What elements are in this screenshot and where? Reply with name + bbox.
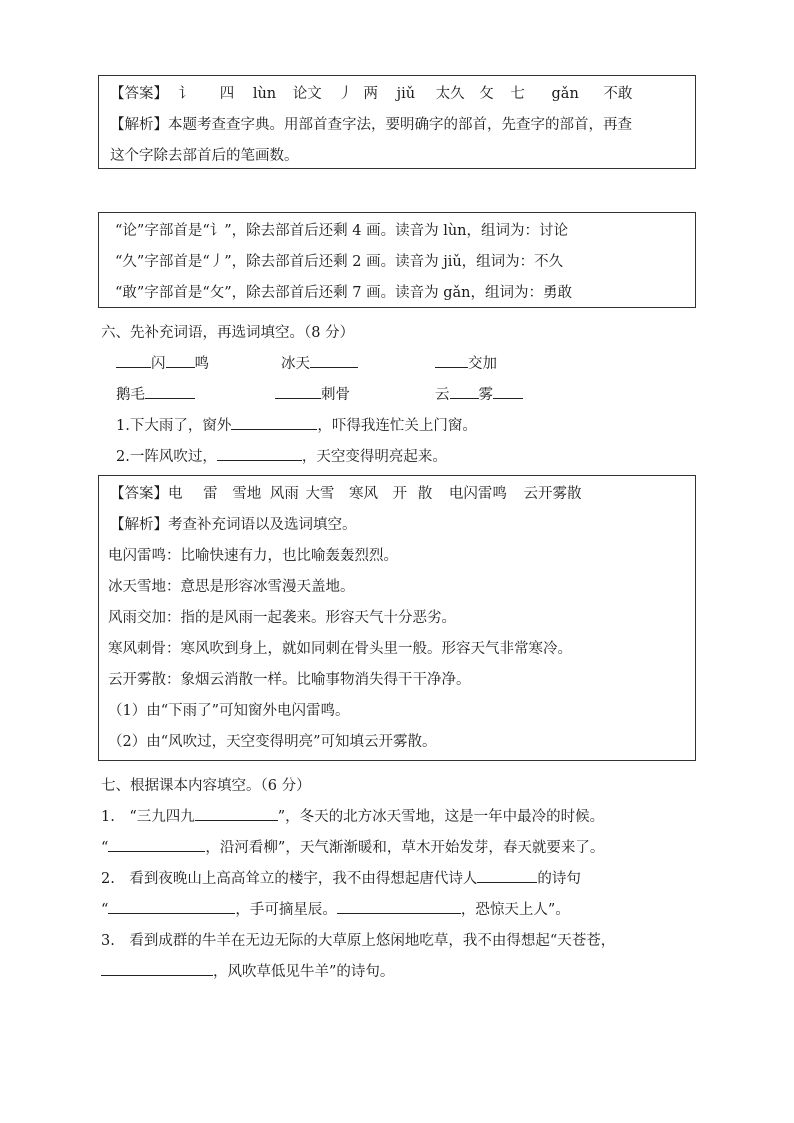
answer-line-dictionary: [110, 82, 632, 103]
word-part: 鹅毛: [116, 387, 145, 403]
question-text: “: [101, 840, 109, 856]
question-text: ”，冬天的北方冰天雪地，这是一年中最冷的时候。: [277, 809, 605, 825]
answer-item: jiǔ: [396, 86, 416, 102]
question-7-1-line-1: [101, 805, 604, 826]
blank[interactable]: [477, 868, 537, 883]
answer-item: 攵: [479, 86, 494, 102]
answer-item: 讠: [178, 86, 194, 102]
fill-word-2: [281, 352, 358, 373]
answer-item: 寒风: [349, 486, 379, 502]
question-text: ，风吹草低见牛羊”的诗句。: [213, 964, 395, 980]
blank[interactable]: [493, 384, 523, 399]
section-7-title: 七、根据课本内容填空。（6 分）: [101, 778, 311, 794]
blank[interactable]: [435, 353, 468, 368]
question-text: 1.下大雨了，窗外: [116, 418, 232, 434]
question-7-3-line-1: 3. 看到成群的牛羊在无边无际的大草原上悠闲地吃草，我不由得想起“天苍苍，: [101, 933, 616, 949]
question-text: 1. “三九四九: [101, 809, 195, 825]
answer-item: 散: [417, 486, 433, 502]
answer-item: 云开雾散: [523, 486, 582, 502]
question-text: ，恐惊天上人”。: [460, 902, 570, 918]
fill-word-3: [435, 352, 497, 373]
analysis-detail-line: 冰天雪地：意思是形容冰雪漫天盖地。: [108, 579, 355, 595]
blank[interactable]: [275, 384, 321, 399]
answer-label: 【答案】: [110, 486, 168, 502]
answer-item: 风雨: [269, 486, 299, 502]
blank[interactable]: [217, 446, 302, 461]
answer-item: 雪地: [232, 486, 262, 502]
blank[interactable]: [337, 899, 461, 914]
question-text: ，天空变得明亮起来。: [301, 449, 447, 465]
answer-item: lùn: [252, 86, 277, 102]
question-7-1-line-2: [101, 836, 604, 857]
word-part: 冰天: [281, 356, 310, 372]
fill-word-1: [116, 352, 209, 373]
blank[interactable]: [101, 961, 213, 976]
analysis-detail-line: 电闪雷鸣：比喻快速有力，也比喻轰轰烈烈。: [108, 548, 398, 564]
blank[interactable]: [116, 353, 151, 368]
analysis-text: 本题考查查字典。用部首查字法，要明确字的部首，先查字的部首，再查: [168, 117, 632, 133]
blank[interactable]: [108, 837, 205, 852]
analysis-label: 【解析】: [110, 117, 168, 133]
answer-label: 【答案】: [110, 86, 168, 102]
blank[interactable]: [166, 353, 195, 368]
question-7-2-line-1: [101, 867, 581, 888]
analysis-detail-line: 风雨交加：指的是风雨一起袭来。形容天气十分恶劣。: [108, 610, 456, 626]
analysis-label: 【解析】: [110, 517, 168, 533]
blank[interactable]: [108, 899, 235, 914]
word-part: 云: [435, 387, 450, 403]
analysis-text: 考查补充词语以及选词填空。: [168, 517, 357, 533]
analysis-text: 这个字除去部首后的笔画数。: [110, 148, 299, 164]
answer-item: gǎn: [551, 86, 579, 102]
analysis-line-dictionary-2: [110, 144, 299, 165]
question-7-2-line-2: [101, 898, 570, 919]
analysis-line-dictionary-1: [110, 113, 632, 134]
analysis-line-words: [110, 513, 357, 534]
answer-item: 两: [363, 86, 378, 102]
blank[interactable]: [310, 353, 358, 368]
word-part: 闪: [151, 356, 166, 372]
question-text: 2.一阵风吹过，: [116, 449, 217, 465]
question-7-3-line-2: [101, 960, 394, 981]
explanation-line: “论”字部首是“讠”，除去部首后还剩 4 画。读音为 lùn，组词为：讨论: [115, 223, 569, 239]
blank[interactable]: [450, 384, 479, 399]
word-part: 刺骨: [321, 387, 350, 403]
question-text: “: [101, 902, 109, 918]
answer-line-words: [110, 482, 581, 503]
blank[interactable]: [145, 384, 195, 399]
explanation-line: “敢”字部首是“攵”，除去部首后还剩 7 画。读音为 gǎn，组词为：勇敢: [115, 285, 572, 301]
analysis-detail-line: 寒风刺骨：寒风吹到身上，就如同刺在骨头里一般。形容天气非常寒冷。: [108, 641, 572, 657]
question-6-1: [116, 414, 477, 435]
question-text: 2. 看到夜晚山上高高耸立的楼宇，我不由得想起唐代诗人: [101, 871, 478, 887]
answer-item: 不敢: [603, 86, 633, 102]
answer-item: 雷: [203, 486, 218, 502]
blank[interactable]: [195, 806, 278, 821]
answer-item: 论文: [292, 86, 322, 102]
answer-item: 开: [392, 486, 408, 502]
analysis-detail-line: （1）由“下雨了”可知窗外电闪雷鸣。: [108, 703, 350, 719]
answer-item: 四: [219, 86, 235, 102]
question-text: ，沿河看柳”，天气渐渐暖和，草木开始发芽，春天就要来了。: [205, 840, 605, 856]
explanation-line: “久”字部首是“丿”，除去部首后还剩 2 画。读音为 jiǔ，组词为：不久: [115, 254, 564, 270]
question-text: 的诗句: [537, 871, 581, 887]
answer-item: 大雪: [305, 486, 335, 502]
word-part: 雾: [478, 387, 493, 403]
analysis-detail-line: （2）由“风吹过，天空变得明亮”可知填云开雾散。: [108, 734, 437, 750]
answer-item: 电: [168, 486, 183, 502]
answer-item: 七: [510, 86, 525, 102]
question-6-2: [116, 445, 447, 466]
question-text: ，吓得我连忙关上门窗。: [317, 418, 477, 434]
section-6-title: 六、先补充词语，再选词填空。（8 分）: [101, 325, 355, 341]
fill-word-6: [435, 383, 523, 404]
answer-item: 太久: [435, 86, 465, 102]
blank[interactable]: [231, 415, 317, 430]
answer-item: 丿: [338, 86, 353, 102]
fill-word-4: [116, 383, 195, 404]
answer-item: 电闪雷鸣: [448, 486, 507, 502]
question-text: ，手可摘星辰。: [235, 902, 337, 918]
word-part: 鸣: [194, 356, 209, 372]
fill-word-5: [275, 383, 350, 404]
analysis-detail-line: 云开雾散：象烟云消散一样。比喻事物消失得干干净净。: [108, 672, 471, 688]
word-part: 交加: [468, 356, 497, 372]
